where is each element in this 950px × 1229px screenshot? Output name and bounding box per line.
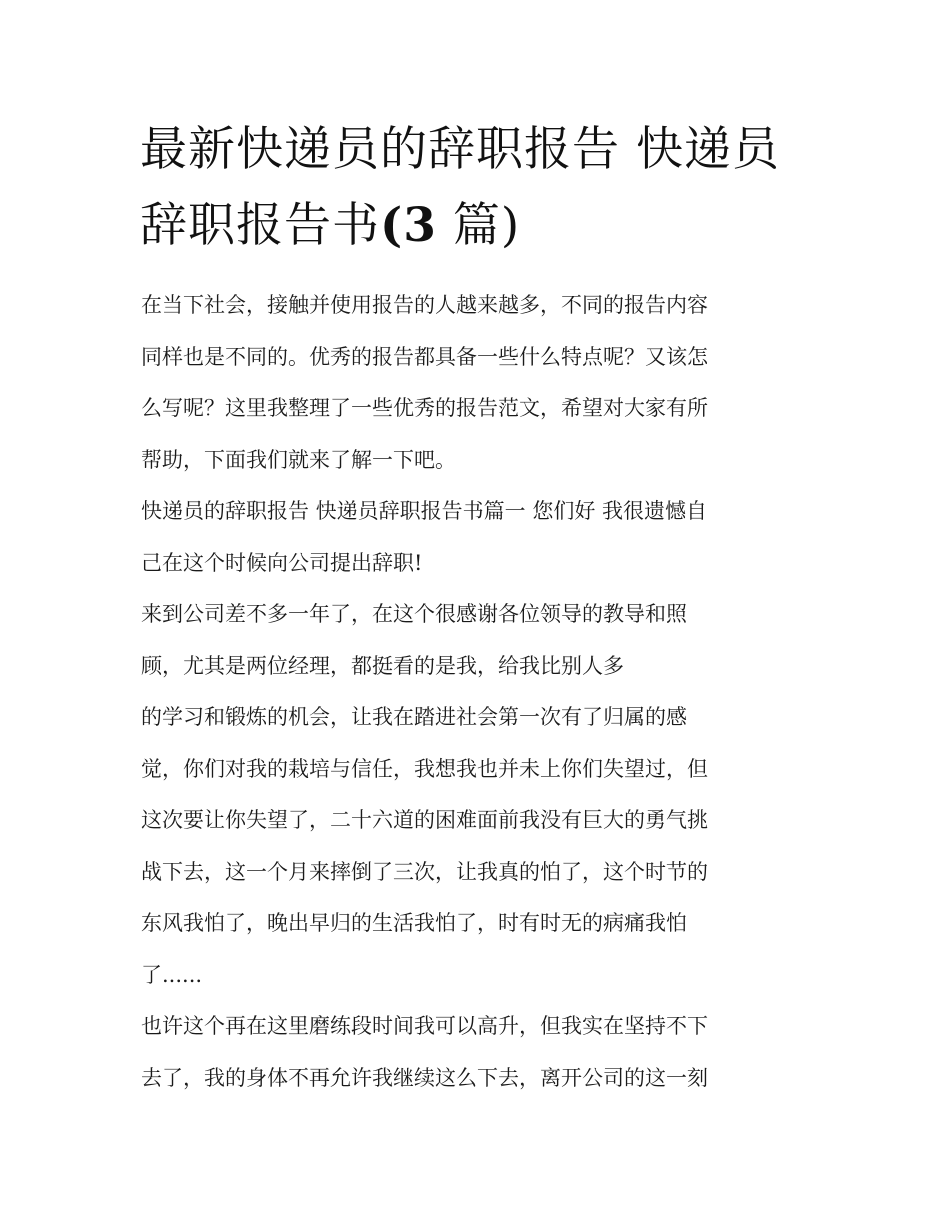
body-line: 己在这个时候向公司提出辞职! xyxy=(141,550,423,575)
body-line: 在当下社会，接触并使用报告的人越来越多，不同的报告内容 xyxy=(141,293,708,317)
document-body xyxy=(141,280,821,1104)
body-line: 这次要让你失望了，二十六道的困难面前我没有巨大的勇气挑 xyxy=(141,808,708,832)
body-line: 来到公司差不多一年了，在这个很感谢各位领导的教导和照 xyxy=(141,602,687,626)
body-line: 东风我怕了，晚出早归的生活我怕了，时有时无的病痛我怕 xyxy=(141,911,687,935)
body-line: 同样也是不同的。优秀的报告都具备一些什么特点呢？又该怎 xyxy=(141,344,708,369)
body-line: 帮助，下面我们就来了解一下吧。 xyxy=(141,447,456,472)
body-line: 快递员的辞职报告 快递员辞职报告书篇一 您们好 我很遗憾自 xyxy=(141,499,708,523)
document-title xyxy=(140,112,820,264)
body-line: 战下去，这一个月来摔倒了三次，让我真的怕了，这个时节的 xyxy=(141,859,708,884)
title-line-2-text: 辞职报告书 xyxy=(140,198,380,253)
body-line: 了...... xyxy=(141,962,203,987)
body-line: 的学习和锻炼的机会，让我在踏进社会第一次有了归属的感 xyxy=(141,705,687,729)
body-line: 么写呢？这里我整理了一些优秀的报告范文，希望对大家有所 xyxy=(141,396,708,420)
body-line: 去了，我的身体不再允许我继续这么下去，离开公司的这一刻 xyxy=(141,1065,708,1090)
title-count: (3 xyxy=(380,198,437,253)
body-line: 也许这个再在这里磨练段时间我可以高升，但我实在坚持不下 xyxy=(141,1014,708,1038)
body-line: 顾，尤其是两位经理，都挺看的是我，给我比别人多 xyxy=(141,653,624,678)
body-line: 觉，你们对我的栽培与信任，我想我也并未上你们失望过，但 xyxy=(141,756,708,781)
title-line-2 xyxy=(140,188,820,264)
title-suffix: 篇) xyxy=(436,198,521,253)
title-line-1: 最新快递员的辞职报告 快递员 xyxy=(140,122,780,177)
